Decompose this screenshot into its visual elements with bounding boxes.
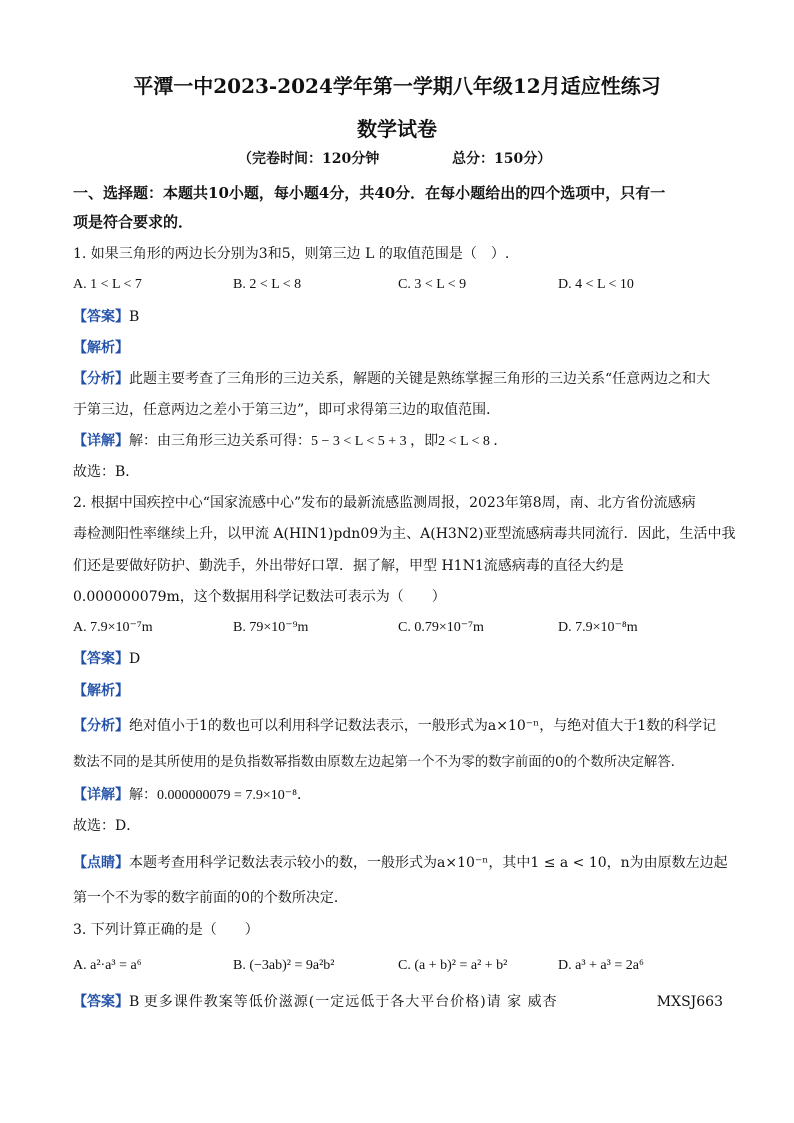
q1-analysis-tag: 【解析】 bbox=[73, 340, 129, 356]
q2-option-c: C. 0.79×10⁻⁷m bbox=[398, 620, 484, 635]
exam-score: 总分：150分） bbox=[452, 151, 552, 167]
q2-stem-line3: 们还是要做好防护、勤洗手，外出带好口罩．据了解，甲型 H1N1流感病毒的直径大约是 bbox=[73, 558, 624, 574]
q1-fenxi-text1: 此题主要考查了三角形的三边关系，解题的关键是熟练掌握三角形的三边关系“任意两边之和大 bbox=[129, 371, 711, 387]
q2-stem-line2: 毒检测阳性率继续上升，以甲流 A(HIN1)pdn09为主、A(H3N2)亚型流感病毒共同流行．因此，生活中我 bbox=[73, 526, 736, 542]
q1-option-b: B. 2 < L < 8 bbox=[233, 277, 302, 292]
q2-choose: 故选：D． bbox=[73, 818, 141, 834]
q2-stem-line1: 2. 根据中国疾控中心“国家流感中心”发布的最新流感监测周报，2023年第8周，南、北方省份流感病 bbox=[73, 495, 696, 511]
q3-option-b: B. (−3ab)² = 9a²b² bbox=[233, 958, 335, 973]
q2-analysis bbox=[73, 681, 129, 701]
q1-answer bbox=[73, 307, 139, 327]
q1-xiangjie-text: 解：由三角形三边关系可得：5 − 3 < L < 5 + 3 ，即2 < L < 8 ． bbox=[129, 434, 508, 449]
q1-option-a: A. 1 < L < 7 bbox=[73, 277, 142, 292]
q3-answer-value: B bbox=[129, 994, 140, 1010]
q2-answer-value: D bbox=[129, 651, 141, 667]
ad-text: 更多课件教案等低价滋源(一定远低于各大平台价格)请 家 威杏 bbox=[143, 994, 558, 1010]
q2-stem-line4: 0.000000079m，这个数据用科学记数法可表示为（ ） bbox=[73, 589, 446, 605]
q3-answer-footer bbox=[73, 992, 723, 1012]
q2-fenxi-text1: 绝对值小于1的数也可以利用科学记数法表示，一般形式为a×10⁻ⁿ，与绝对值大于1数的科学记 bbox=[129, 718, 717, 734]
q1-option-c: C. 3 < L < 9 bbox=[398, 277, 467, 292]
q2-option-b: B. 79×10⁻⁹m bbox=[233, 620, 309, 635]
q2-fenxi-tag: 【分析】 bbox=[73, 718, 129, 734]
q1-fenxi-line2: 于第三边，任意两边之差小于第三边”，即可求得第三边的取值范围． bbox=[73, 402, 501, 418]
q2-answer bbox=[73, 649, 140, 669]
q1-stem: 1. 如果三角形的两边长分别为3和5，则第三边 L 的取值范围是（ ）. bbox=[73, 246, 510, 262]
q2-option-d: D. 7.9×10⁻⁸m bbox=[558, 620, 638, 635]
q2-dianjing-line1 bbox=[73, 853, 728, 873]
q1-choose: 故选：B． bbox=[73, 464, 140, 480]
q1-option-d: D. 4 < L < 10 bbox=[558, 277, 634, 292]
q2-analysis-tag: 【解析】 bbox=[73, 683, 129, 699]
q2-fenxi-line2: 数法不同的是其所使用的是负指数幂指数由原数左边起第一个不为零的数字前面的0的个数所决定解答． bbox=[73, 755, 685, 770]
exam-subtitle: 数学试卷 bbox=[357, 117, 437, 141]
q2-option-a: A. 7.9×10⁻⁷m bbox=[73, 620, 153, 635]
q1-answer-value: B bbox=[129, 309, 140, 325]
q2-answer-tag: 【答案】 bbox=[73, 651, 129, 667]
q1-answer-tag: 【答案】 bbox=[73, 309, 129, 325]
q1-xiangjie bbox=[73, 431, 507, 452]
section-heading-line1: 一、选择题：本题共10小题，每小题4分，共40分．在每小题给出的四个选项中，只有一 bbox=[73, 184, 666, 202]
q1-xiangjie-tag: 【详解】 bbox=[73, 433, 129, 449]
q2-fenxi-line1 bbox=[73, 716, 716, 736]
q2-xiangjie bbox=[73, 785, 311, 806]
q1-fenxi-tag: 【分析】 bbox=[73, 371, 129, 387]
q2-xiangjie-tag: 【详解】 bbox=[73, 787, 129, 803]
q1-fenxi-line1 bbox=[73, 369, 710, 389]
q3-answer-tag: 【答案】 bbox=[73, 994, 129, 1010]
watermark-code: MXSJ663 bbox=[656, 994, 723, 1010]
q2-dianjing-text1: 本题考查用科学记数法表示较小的数，一般形式为a×10⁻ⁿ，其中1 ≤ a < 10，n为由原数左边起 bbox=[129, 855, 728, 871]
exam-time: （完卷时间：120分钟 bbox=[238, 151, 380, 167]
q3-stem: 3. 下列计算正确的是（ ） bbox=[73, 922, 259, 938]
q1-analysis bbox=[73, 338, 129, 358]
q3-option-c: C. (a + b)² = a² + b² bbox=[398, 958, 508, 973]
q2-dianjing-line2: 第一个不为零的数字前面的0的个数所决定． bbox=[73, 890, 348, 906]
q3-option-a: A. a²·a³ = a⁶ bbox=[73, 958, 142, 973]
q3-option-d: D. a³ + a³ = 2a⁶ bbox=[558, 958, 644, 973]
exam-title: 平潭一中2023-2024学年第一学期八年级12月适应性练习 bbox=[133, 74, 661, 98]
section-heading-line2: 项是符合要求的． bbox=[73, 213, 194, 231]
q2-dianjing-tag: 【点睛】 bbox=[73, 855, 129, 871]
q2-xiangjie-text: 解：0.000000079 = 7.9×10⁻⁸． bbox=[129, 788, 312, 803]
